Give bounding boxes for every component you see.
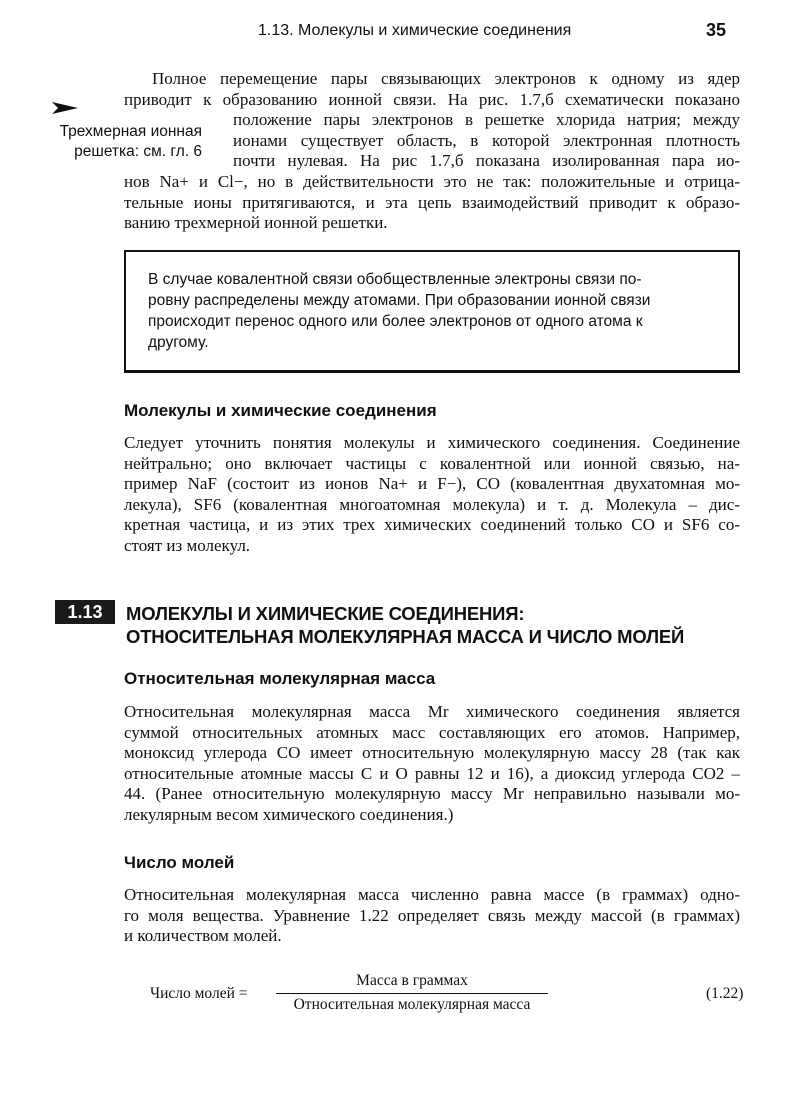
paragraph-line: пример NaF (состоит из ионов Na+ и F−), CO (ковалентная двухатомная мо- [124, 474, 740, 493]
paragraph-line: лекулярным весом химического соединения.) [124, 804, 454, 824]
callout-line: другому. [148, 334, 209, 351]
paragraph-line: ионами существует область, в которой электронная плотность [233, 130, 740, 150]
section-title [126, 602, 684, 648]
paragraph-line: кретная частица, и из этих трех химических соединений только CO и SF6 со- [124, 515, 740, 534]
callout-line: происходит перенос одного или более электронов от одного атома к [148, 313, 643, 330]
paragraph-mass [124, 702, 740, 825]
paragraph-line: стоят из молекул. [124, 535, 251, 555]
paragraph-ionic-indented [233, 110, 740, 172]
paragraph-line: 44. (Ранее относительную молекулярную массу Mr неправильно называли мо- [124, 784, 740, 803]
callout-line: В случае ковалентной связи обобществленные электроны связи по- [148, 271, 642, 288]
paragraph-line: положение пары электронов в решетке хлорида натрия; между [233, 110, 740, 129]
paragraph-line: Следует уточнить понятия молекулы и химического соединения. Соединение [124, 433, 740, 452]
formula-numerator: Масса в граммах [356, 972, 468, 989]
paragraph-ionic-cont [124, 172, 740, 234]
paragraph-line: приводит к образованию ионной связи. На рис. 1.7,б схематически показано [124, 89, 740, 109]
paragraph-line: тельные ионы притягиваются, и эта цепь взаимодействий приводит к образо- [124, 192, 740, 212]
paragraph-line: нейтрально; оно включает частицы с ковалентной или ионной связью, на- [124, 453, 740, 473]
arrow-right-icon [52, 101, 78, 115]
paragraph-line: го моля вещества. Уравнение 1.22 определяет связь между массой (в граммах) [124, 905, 740, 925]
subsection-heading-moles: Число молей [124, 853, 235, 872]
paragraph-line: суммой относительных атомных масс составляющих его атомов. Например, [124, 722, 740, 742]
paragraph-moles [124, 885, 740, 947]
section-title-line: МОЛЕКУЛЫ И ХИМИЧЕСКИЕ СОЕДИНЕНИЯ: [126, 603, 525, 624]
formula-denominator: Относительная молекулярная масса [293, 996, 531, 1013]
paragraph-line: Полное перемещение пары связывающих электронов к одному из ядер [152, 69, 740, 88]
callout-text [148, 269, 714, 353]
paragraph-ionic [124, 69, 740, 110]
paragraph-molecules [124, 433, 740, 556]
margin-note-line: Трехмерная ионная [59, 123, 202, 140]
paragraph-line: нов Na+ и Cl−, но в действительности это не так: положительные и отрица- [124, 172, 740, 191]
page-number: 35 [706, 20, 727, 40]
subsection-heading-mass: Относительная молекулярная масса [124, 669, 436, 688]
paragraph-line: Относительная молекулярная масса Mr химического соединения является [124, 702, 740, 721]
formula-lhs: Число молей = [150, 985, 248, 1002]
paragraph-line: почти нулевая. На рис 1.7,б показана изолированная пара ио- [233, 151, 740, 170]
paragraph-line: моноксид углерода CO имеет относительную молекулярную массу 28 (так как [124, 743, 740, 762]
equation-number: (1.22) [706, 985, 744, 1002]
callout-line: ровну распределены между атомами. При образовании ионной связи [148, 292, 651, 309]
margin-note-text [52, 122, 202, 162]
margin-note-line: решетка: см. гл. 6 [74, 143, 202, 160]
paragraph-line: и количеством молей. [124, 926, 282, 945]
section-number-badge: 1.13 [55, 600, 115, 624]
paragraph-line: лекула), SF6 (ковалентная многоатомная молекула) и т. д. Молекула – дис- [124, 494, 740, 514]
paragraph-line: Относительная молекулярная масса численно равна массе (в граммах) одно- [124, 885, 740, 904]
paragraph-line: относительные атомные массы C и O равны 12 и 16), а диоксид углерода CO2 – [124, 763, 740, 783]
running-header: 1.13. Молекулы и химические соединения [258, 22, 572, 39]
paragraph-line: ванию трехмерной ионной решетки. [124, 213, 388, 232]
subsection-heading-molecules: Молекулы и химические соединения [124, 401, 437, 420]
callout-box [124, 250, 740, 373]
fraction-bar [276, 993, 548, 994]
section-title-line: ОТНОСИТЕЛЬНАЯ МОЛЕКУЛЯРНАЯ МАССА И ЧИСЛО МОЛЕЙ [126, 626, 685, 647]
